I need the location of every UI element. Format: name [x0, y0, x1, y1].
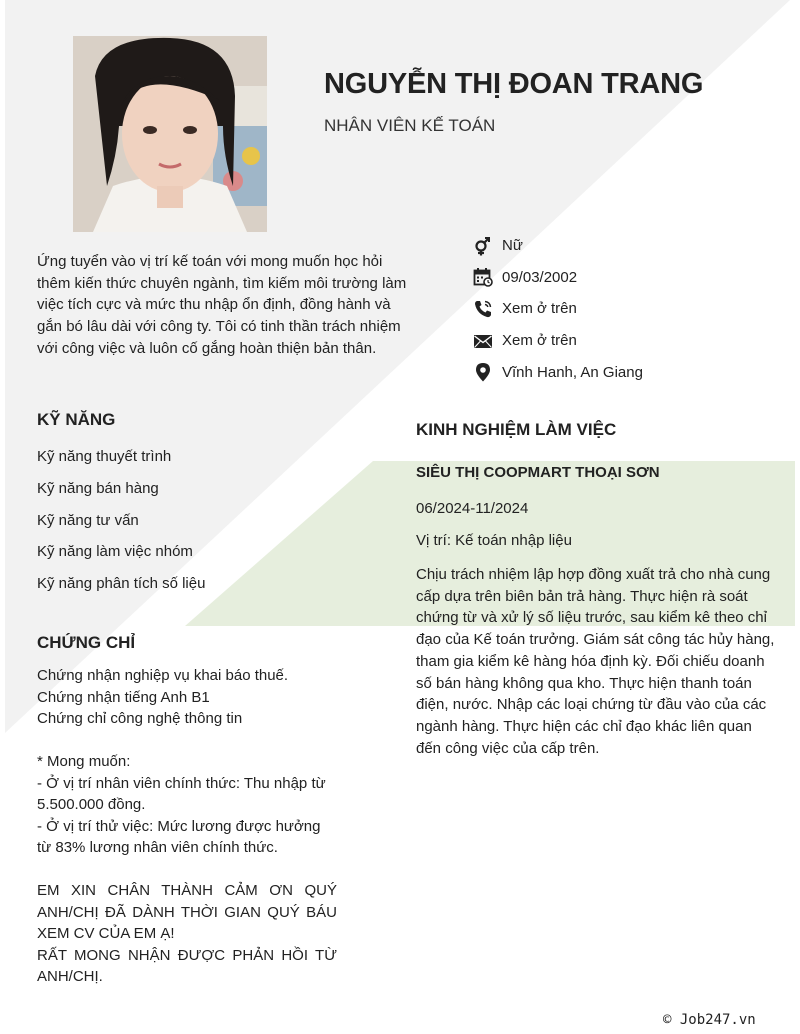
career-objective: Ứng tuyển vào vị trí kế toán với mong muốn học hỏi thêm kiến thức chuyên ngành, tìm kiếm môi trường làm việc tích cực và mức thu nhập ổn định, đồng hành và gắn bó lâu dài với công ty. Tôi có tinh thần trách nhiệm với công việc và luôn cố gắng hoàn thiện bản thân.	[37, 253, 407, 357]
birthday-value: 09/03/2002	[502, 268, 578, 286]
closing-request: RẤT MONG NHẬN ĐƯỢC PHẢN HỒI TỪ ANH/CHỊ.	[37, 946, 337, 986]
certificate-item: Chứng nhận tiếng Anh B1	[37, 688, 210, 706]
expectations	[37, 751, 337, 859]
gender-icon	[472, 235, 493, 256]
calendar-icon	[472, 267, 493, 288]
skills-heading: KỸ NĂNG	[37, 410, 116, 429]
expectation-item: - Ở vị trí nhân viên chính thức: Thu nhập từ 5.500.000 đồng.	[37, 774, 326, 814]
envelope-icon	[472, 330, 493, 351]
phone-value: Xem ở trên	[502, 300, 577, 318]
address-value: Vĩnh Hanh, An Giang	[502, 363, 643, 381]
expectations-title: * Mong muốn:	[37, 753, 131, 770]
certificate-item: Chứng chỉ công nghệ thông tin	[37, 710, 243, 728]
skill-item: Kỹ năng thuyết trình	[37, 448, 172, 465]
skill-item: Kỹ năng tư vấn	[37, 511, 139, 529]
work-period: 06/2024-11/2024	[416, 500, 529, 517]
skill-item: Kỹ năng làm việc nhóm	[37, 543, 193, 561]
closing-note	[37, 880, 337, 988]
certificate-item: Chứng nhận nghiệp vụ khai báo thuế.	[37, 667, 289, 684]
job-title: NHÂN VIÊN KẾ TOÁN	[324, 116, 496, 135]
gender-value: Nữ	[502, 237, 523, 255]
email-value: Xem ở trên	[502, 332, 577, 350]
contact-address	[472, 356, 782, 388]
experience-heading: KINH NGHIỆM LÀM VIỆC	[416, 420, 617, 439]
skill-item: Kỹ năng bán hàng	[37, 479, 159, 497]
contact-birthday	[472, 262, 782, 294]
contact-gender	[472, 230, 782, 262]
contact-info	[472, 230, 782, 388]
phone-icon	[472, 298, 493, 319]
contact-phone	[472, 293, 782, 325]
location-pin-icon	[472, 362, 493, 383]
footer-copyright: © Job247.vn	[663, 1012, 756, 1028]
skill-item: Kỹ năng phân tích số liệu	[37, 575, 206, 593]
company-name: SIÊU THỊ COOPMART THOẠI SƠN	[416, 464, 660, 481]
work-duties: Chịu trách nhiệm lập hợp đồng xuất trả cho nhà cung cấp dựa trên biên bản trả hàng. Thực hiện rà soát chứng từ và xử lý số liệu trước, sau kiểm kê theo chỉ đạo của Kế toán trưởng. Giám sát công tác hủy hàng, tham gia kiểm kê hàng hóa định kỳ. Đối chiếu doanh số bán hàng không qua kho. Thực hiện thanh toán điện, nước. Nhập các loại chứng từ đầu vào của các ngành hàng. Thực hiện các chỉ đạo khác liên quan đến công việc của cấp trên.	[416, 566, 775, 757]
expectation-item: - Ở vị trí thử việc: Mức lương được hưởng từ 83% lương nhân viên chính thức.	[37, 817, 321, 857]
full-name: NGUYỄN THỊ ĐOAN TRANG	[324, 68, 704, 100]
certificates-heading: CHỨNG CHỈ	[37, 633, 136, 652]
certificates-list	[37, 665, 347, 730]
skills-list	[37, 445, 367, 604]
contact-email	[472, 325, 782, 357]
work-position: Vị trí: Kế toán nhập liệu	[416, 532, 572, 549]
closing-thanks: EM XIN CHÂN THÀNH CẢM ƠN QUÝ ANH/CHỊ ĐÃ DÀNH THỜI GIAN QUÝ BÁU XEM CV CỦA EM Ạ!	[37, 882, 337, 943]
profile-photo	[73, 36, 267, 232]
